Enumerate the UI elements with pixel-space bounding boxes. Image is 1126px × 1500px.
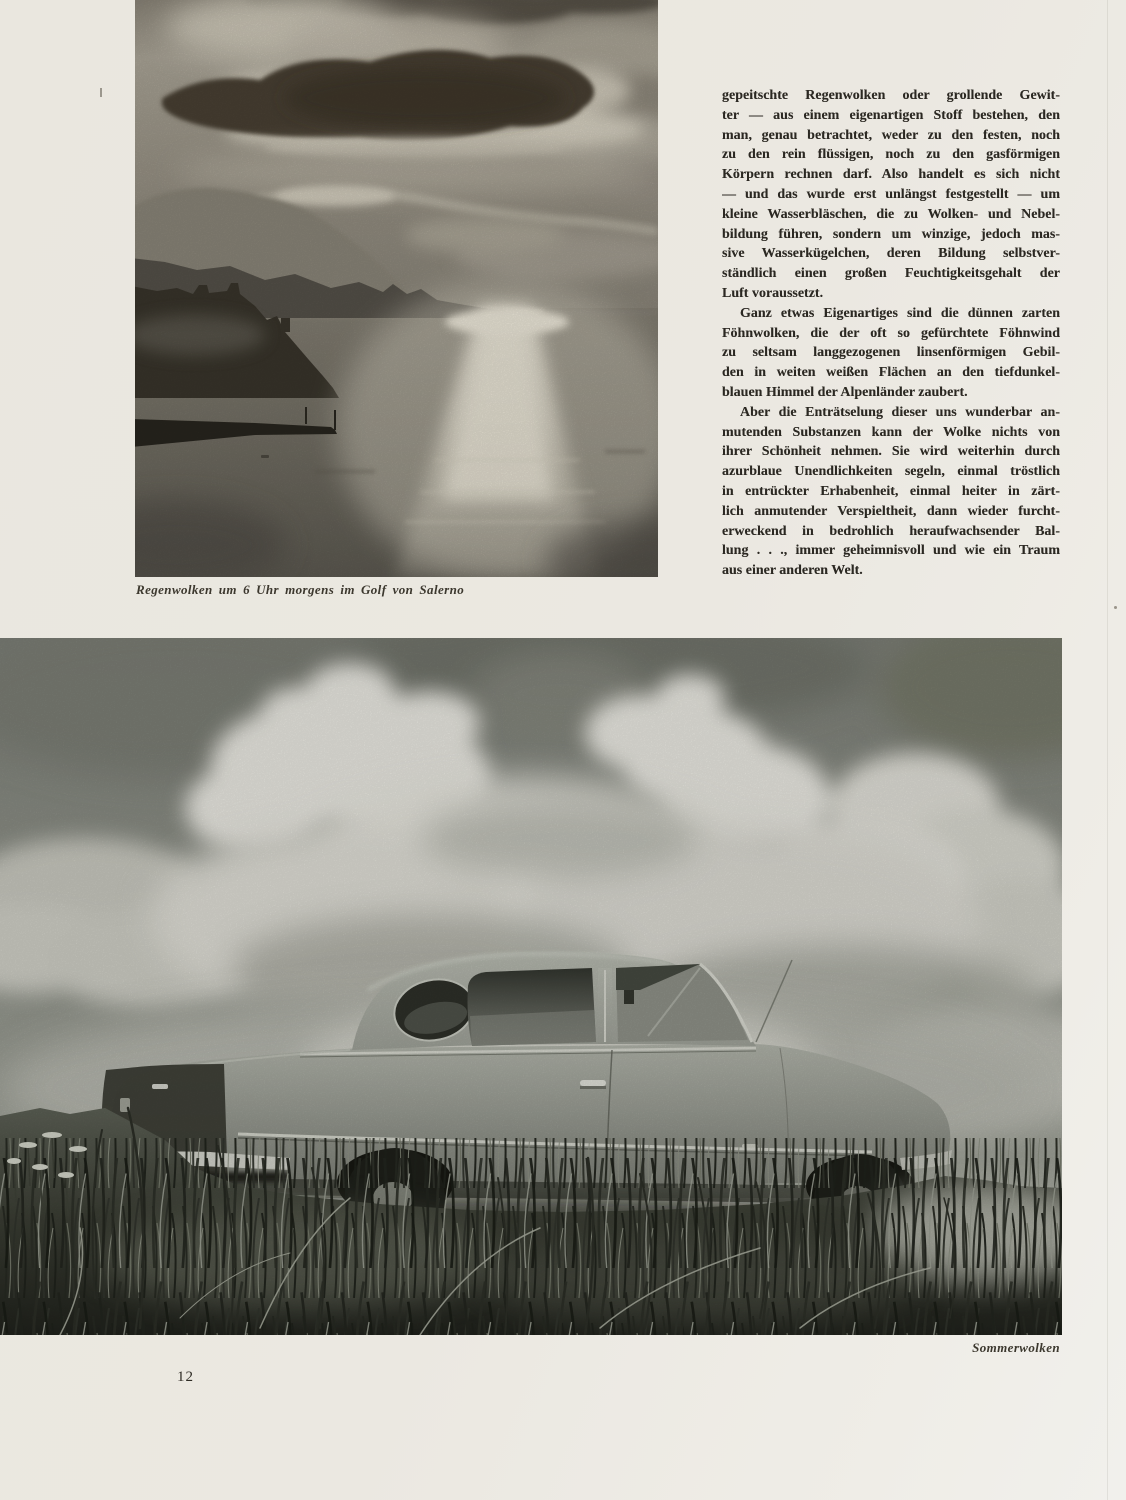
text-line: bildung führen, sondern um winzige, jedoch mas- bbox=[722, 226, 1060, 242]
text-line: mutenden Substanzen kann der Wolke nichts von bbox=[722, 424, 1060, 440]
text-line: azurblaue Unendlichkeiten segeln, einmal tröstlich bbox=[722, 464, 1060, 480]
text-line: Körpern rechnen darf. Also handelt es sich nicht bbox=[722, 167, 1060, 183]
text-line: blauen Himmel der Alpenländer zaubert. bbox=[722, 384, 968, 400]
text-line: erweckend in bedrohlich heraufwachsender Bal- bbox=[722, 523, 1060, 539]
text-line: lich anmutender Verspieltheit, dann wieder furcht- bbox=[722, 503, 1060, 519]
text-line: in entrückter Erhabenheit, einmal heiter in zärt- bbox=[722, 483, 1060, 499]
page-edge-line bbox=[1107, 0, 1108, 1500]
text-line: zu seltsam langgezogenen linsenförmigen Gebil- bbox=[722, 345, 1060, 361]
text-line: den in weiten weißen Flächen an den tiefdunkel- bbox=[722, 365, 1060, 381]
print-speck bbox=[1114, 606, 1117, 609]
text-line: ter — aus einem eigenartigen Stoff bestehen, den bbox=[722, 107, 1060, 123]
page-number: 12 bbox=[177, 1369, 194, 1385]
text-column bbox=[722, 86, 1060, 581]
text-line: gepeitschte Regenwolken oder grollende Gewit- bbox=[722, 88, 1060, 103]
text-line: man, genau betrachtet, weder zu den festen, noch bbox=[722, 127, 1060, 143]
text-line: Föhnwolken, die der oft so gefürchtete Föhnwind bbox=[722, 325, 1060, 341]
print-speck bbox=[100, 88, 102, 97]
summer-clouds-car-photo bbox=[0, 638, 1062, 1335]
text-line: ihrer Schönheit nehmen. Sie wird weiterhin durch bbox=[722, 444, 1060, 460]
text-line: — und das wurde erst unlängst festgestellt — um bbox=[722, 186, 1060, 202]
text-line: kleine Wasserbläschen, die zu Wolken- und Nebel- bbox=[722, 206, 1060, 222]
text-line: lung . . ., immer geheimnisvoll und wie ein Traum bbox=[722, 543, 1060, 559]
text-line: aus einer anderen Welt. bbox=[722, 563, 863, 579]
text-line: sive Wasserkügelchen, deren Bildung selbstver- bbox=[722, 246, 1060, 262]
text-line: Luft voraussetzt. bbox=[722, 285, 824, 301]
text-line: Ganz etwas Eigenartiges sind die dünnen zarten bbox=[740, 305, 1060, 321]
photo-caption-salerno: Regenwolken um 6 Uhr morgens im Golf von Salerno bbox=[136, 582, 465, 597]
figure-sommerwolken bbox=[0, 638, 1062, 1335]
text-line: zu den rein flüssigen, noch zu den gasförmigen bbox=[722, 147, 1060, 163]
salerno-seascape-photo bbox=[135, 0, 658, 577]
figure-salerno bbox=[135, 0, 658, 577]
text-line: ständlich einen großen Feuchtigkeitsgehalt der bbox=[722, 266, 1060, 282]
text-line: Aber die Enträtselung dieser uns wunderbar an- bbox=[740, 404, 1060, 420]
photo-caption-sommerwolken: Sommerwolken bbox=[972, 1340, 1060, 1355]
